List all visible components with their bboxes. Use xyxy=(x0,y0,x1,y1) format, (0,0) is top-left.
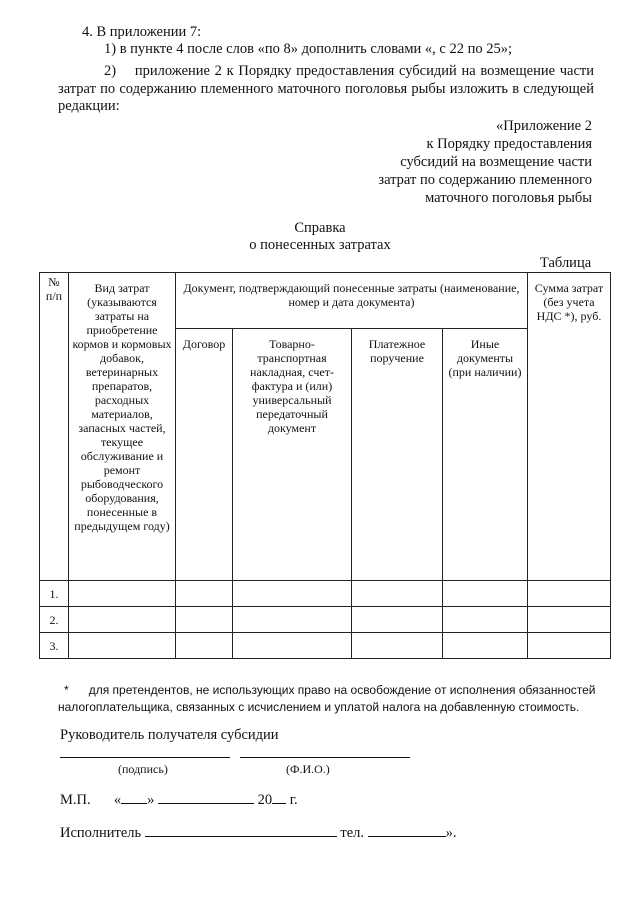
header-other-docs: Иные документы (при наличии) xyxy=(443,329,528,581)
executor-blank xyxy=(145,824,337,837)
tel-label: тел. xyxy=(340,825,364,841)
item-4-heading: 4. В приложении 7: xyxy=(82,24,202,40)
doc-subtitle: о понесенных затратах xyxy=(249,237,391,253)
table-cell xyxy=(352,581,443,607)
appendix-line-2: к Порядку предоставления xyxy=(426,136,592,152)
year-prefix: 20 xyxy=(257,792,273,808)
year-suffix: г. xyxy=(289,792,298,808)
month-blank xyxy=(158,791,254,804)
head-label: Руководитель получателя субсидии xyxy=(60,727,279,743)
table-cell xyxy=(352,607,443,633)
row-number: 3. xyxy=(40,633,69,659)
signature-line xyxy=(60,757,230,758)
header-num: № п/п xyxy=(40,273,69,581)
name-line xyxy=(240,757,410,758)
header-document: Документ, подтверждающий понесенные затраты (наименование, номер и дата документа) xyxy=(176,273,528,329)
table-cell xyxy=(233,633,352,659)
table-cell xyxy=(233,607,352,633)
header-contract: Договор xyxy=(176,329,233,581)
date-close-quote: » xyxy=(147,792,155,808)
table-row xyxy=(40,633,611,659)
stamp-label: М.П. xyxy=(60,792,91,808)
table-row xyxy=(40,607,611,633)
date-open-quote: « xyxy=(113,792,122,808)
table-cell xyxy=(443,581,528,607)
footnote-text: для претендентов, не использующих право на освобождение от исполнения обязанностей налогоплательщика, связанных с исчислением и уплатой налога на добавленную стоимость. xyxy=(58,683,596,714)
date-row xyxy=(60,791,298,809)
table-cell xyxy=(233,581,352,607)
footnote-mark: * xyxy=(64,683,69,697)
appendix-line-3: субсидий на возмещение части xyxy=(400,154,592,170)
table-row xyxy=(40,581,611,607)
executor-label: Исполнитель xyxy=(60,825,142,841)
item-4-sub-1: 1) в пункте 4 после слов «по 8» дополнить словами «, с 22 по 25»; xyxy=(104,41,513,57)
header-waybill: Товарно-транспортная накладная, счет-фактура и (или) универсальный передаточный документ xyxy=(233,329,352,581)
table-label: Таблица xyxy=(540,255,592,271)
tel-blank xyxy=(368,824,446,837)
expense-table xyxy=(39,272,611,659)
table-cell xyxy=(443,633,528,659)
header-sum: Сумма затрат (без учета НДС *), руб. xyxy=(528,273,611,581)
header-payment-order: Платежное поручение xyxy=(352,329,443,581)
row-number: 1. xyxy=(40,581,69,607)
table-cell xyxy=(176,581,233,607)
appendix-line-1: «Приложение 2 xyxy=(496,118,592,134)
table-cell xyxy=(528,581,611,607)
appendix-line-4: затрат по содержанию племенного xyxy=(378,172,592,188)
table-cell xyxy=(528,607,611,633)
name-caption: (Ф.И.О.) xyxy=(286,762,330,776)
table-cell xyxy=(352,633,443,659)
header-expense-type: Вид затрат (указываются затраты на приобретение кормов и кормовых добавок, ветеринарных препаратов, расходных материалов, запасных частей, текущее обслуживание и ремонт рыбоводческого оборудования, понесенные в предыдущем году) xyxy=(69,273,176,581)
item-4-sub-2: 2) приложение 2 к Порядку предоставления субсидий на возмещение части затрат по содержанию племенного маточного поголовья рыбы изложить в следующей редакции: xyxy=(58,63,594,114)
year-blank xyxy=(272,791,286,804)
doc-title: Справка xyxy=(294,220,346,236)
appendix-block xyxy=(378,117,592,207)
row-number: 2. xyxy=(40,607,69,633)
table-cell xyxy=(443,607,528,633)
appendix-line-5: маточного поголовья рыбы xyxy=(425,190,592,206)
executor-row xyxy=(60,824,457,842)
table-cell xyxy=(69,607,176,633)
footnote xyxy=(58,682,598,716)
table-cell xyxy=(69,581,176,607)
table-cell xyxy=(528,633,611,659)
table-cell xyxy=(176,633,233,659)
signature-caption: (подпись) xyxy=(118,762,168,776)
closing-quote: ». xyxy=(445,825,457,841)
table-cell xyxy=(176,607,233,633)
table-cell xyxy=(69,633,176,659)
day-blank xyxy=(121,791,147,804)
